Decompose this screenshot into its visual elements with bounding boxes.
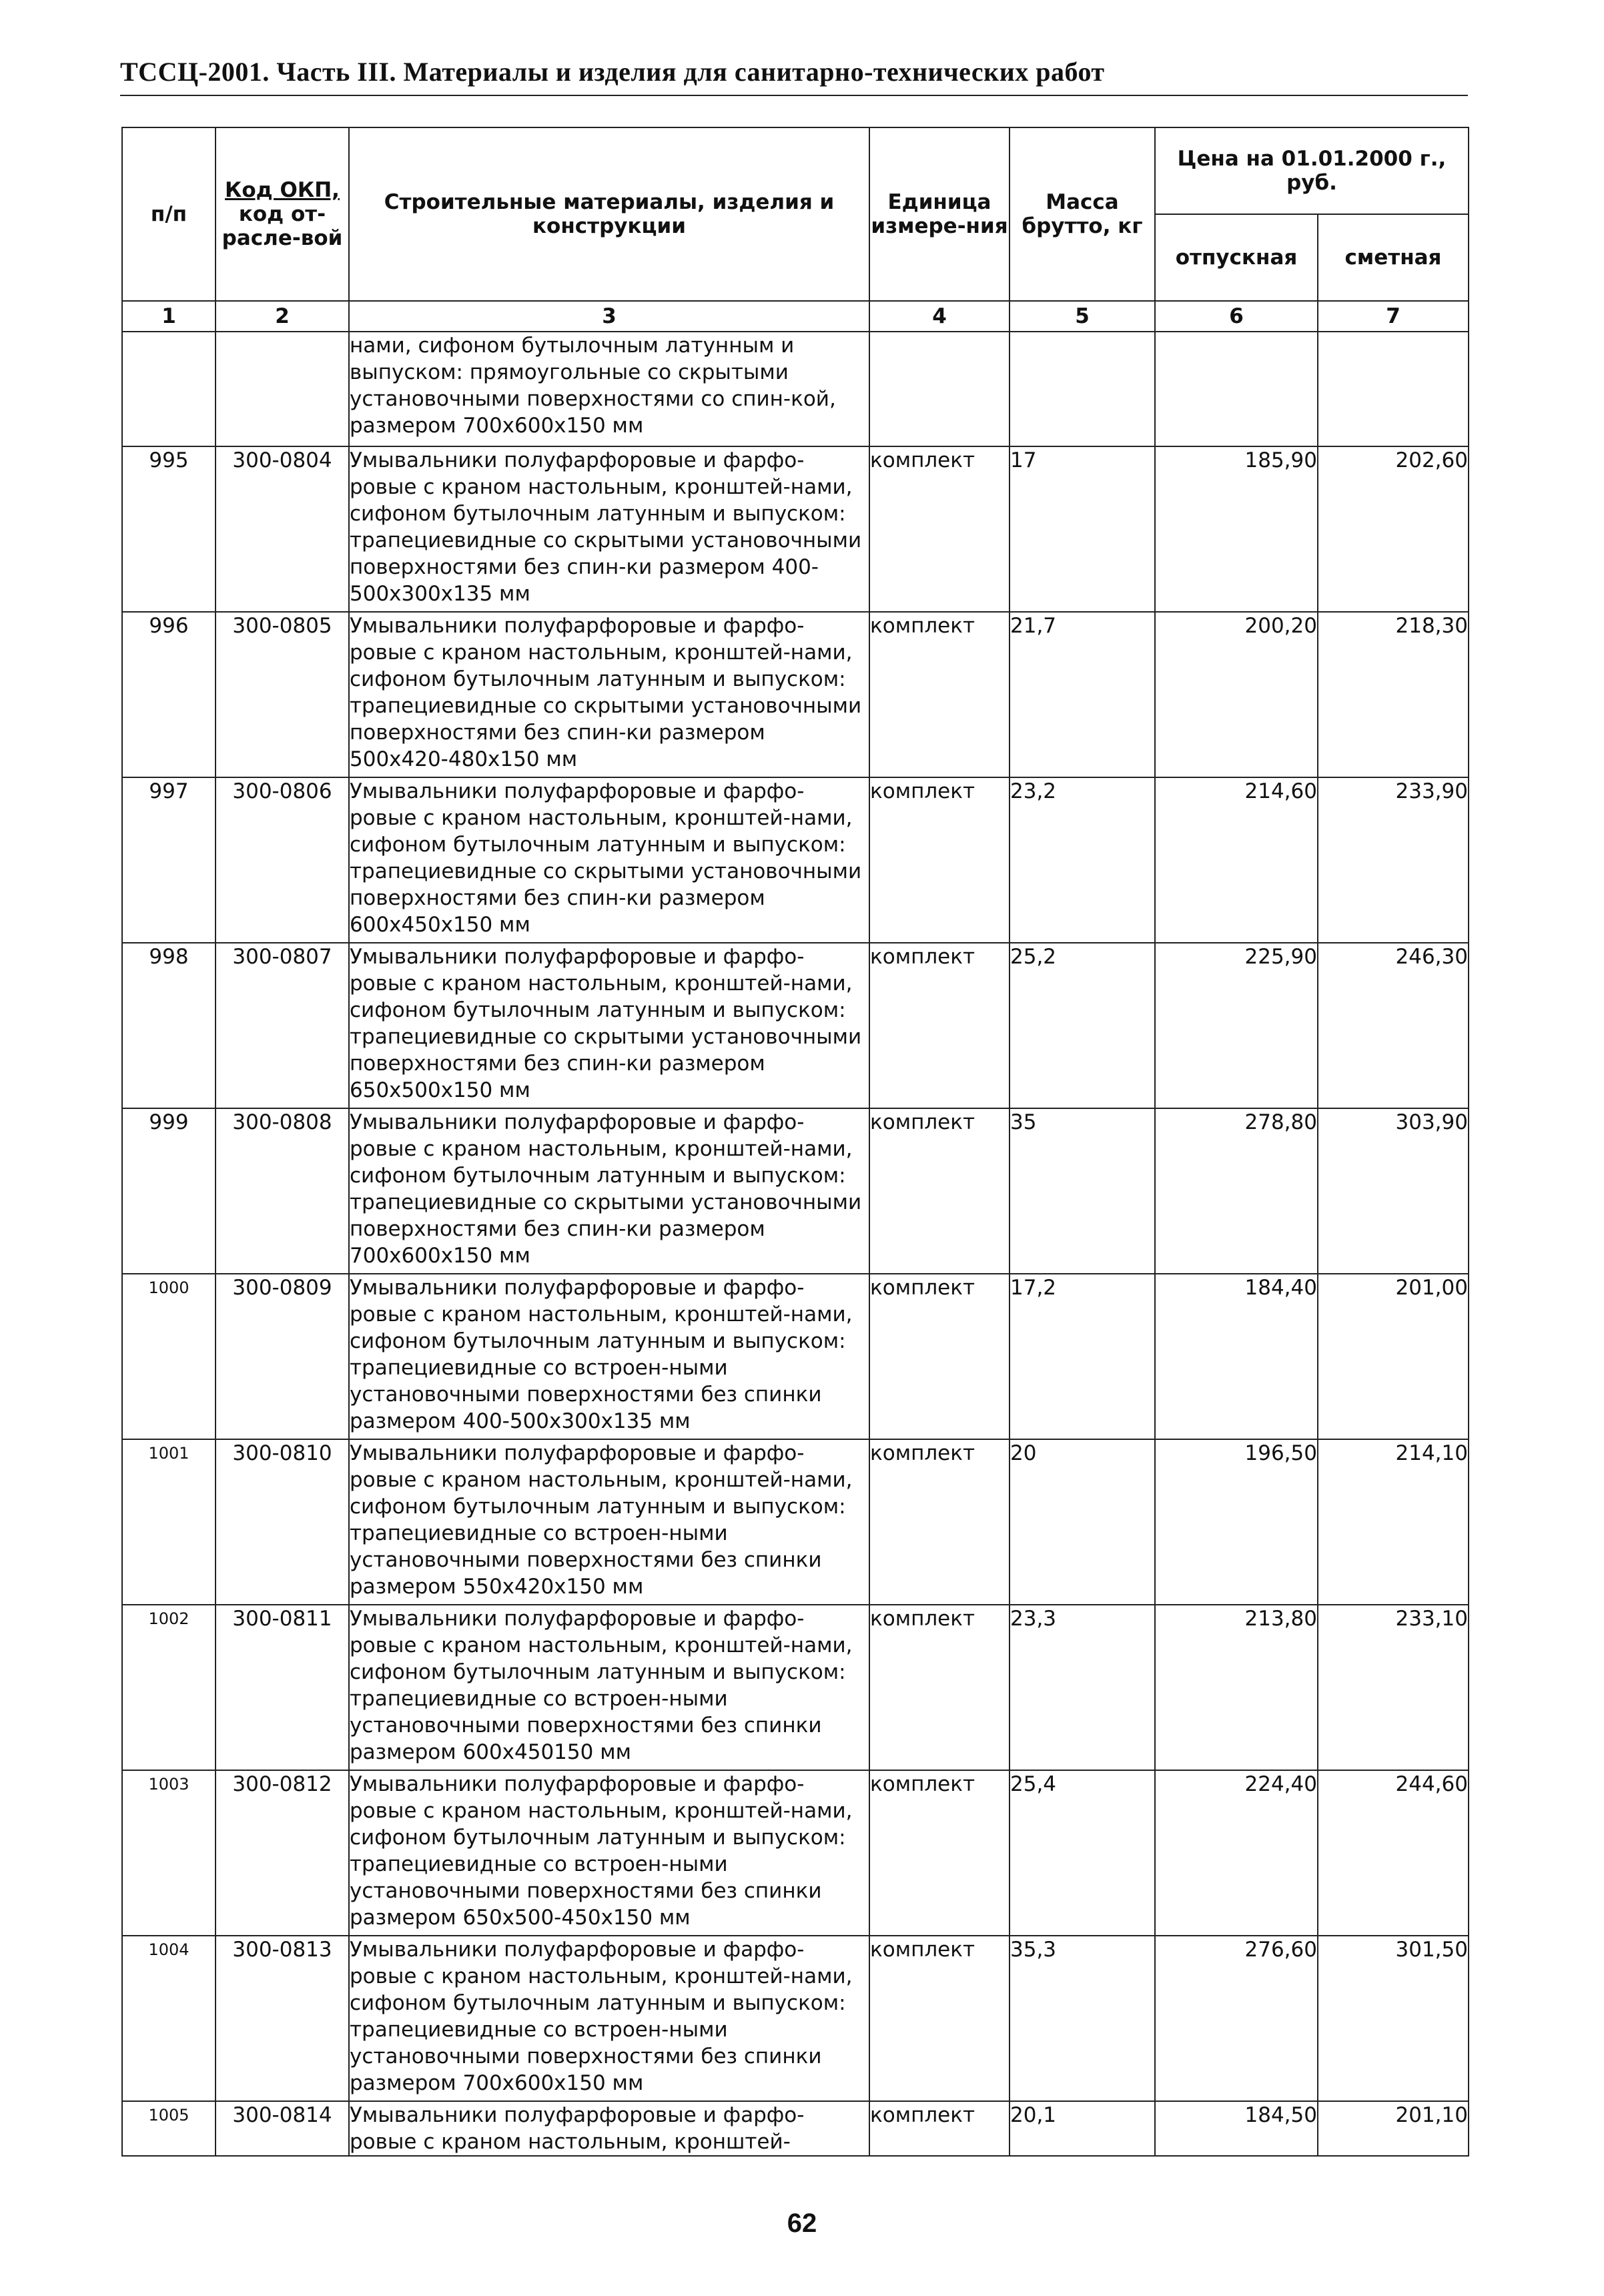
cell-num: 1005 bbox=[122, 2101, 216, 2156]
cell-code: 300-0813 bbox=[216, 1936, 349, 2101]
price-table bbox=[121, 127, 1469, 2157]
cell-unit: комплект bbox=[869, 612, 1010, 777]
cell-description: Умывальники полуфарфоровые и фарфо-ровые с краном настольным, кронштей-нами, сифоном бутылочным латунным и выпуском: трапециевидные со скрытыми установочными поверхностями без спин-ки размером 600x450x150 мм bbox=[349, 777, 869, 943]
cell-unit: комплект bbox=[869, 1108, 1010, 1274]
header-num: п/п bbox=[122, 127, 216, 301]
column-number: 4 bbox=[869, 301, 1010, 332]
cell-description: нами, сифоном бутылочным латунным и выпуском: прямоугольные со скрытыми установочными поверхностями со спин-кой, размером 700x600x150 мм bbox=[349, 332, 869, 446]
header-materials: Строительные материалы, изделия и конструкции bbox=[349, 127, 869, 301]
cell-price-release: 224,40 bbox=[1155, 1770, 1318, 1936]
table-row bbox=[122, 943, 1469, 1108]
cell-description: Умывальники полуфарфоровые и фарфо-ровые с краном настольным, кронштей-нами, сифоном бутылочным латунным и выпуском: трапециевидные со встроен-ными установочными поверхностями без спинки размером 700x600x150 мм bbox=[349, 1936, 869, 2101]
cell-unit: комплект bbox=[869, 1605, 1010, 1770]
cell-price-release: 214,60 bbox=[1155, 777, 1318, 943]
cell-unit: комплект bbox=[869, 943, 1010, 1108]
table-body bbox=[122, 301, 1469, 2156]
page-number: 62 bbox=[787, 2209, 817, 2238]
cell-unit: комплект bbox=[869, 446, 1010, 612]
cell-num: 997 bbox=[122, 777, 216, 943]
cell-description: Умывальники полуфарфоровые и фарфо-ровые с краном настольным, кронштей-нами, сифоном бутылочным латунным и выпуском: трапециевидные со встроен-ными установочными поверхностями без спинки размером 550x420x150 мм bbox=[349, 1439, 869, 1605]
cell-price-release: 196,50 bbox=[1155, 1439, 1318, 1605]
table-row bbox=[122, 1770, 1469, 1936]
cell-price-estimate: 244,60 bbox=[1318, 1770, 1469, 1936]
cell-mass: 35,3 bbox=[1010, 1936, 1155, 2101]
cell-code: 300-0808 bbox=[216, 1108, 349, 1274]
cell-description: Умывальники полуфарфоровые и фарфо-ровые с краном настольным, кронштей-нами, сифоном бутылочным латунным и выпуском: трапециевидные со скрытыми установочными поверхностями без спин-ки размером 400-500x300x135 мм bbox=[349, 446, 869, 612]
header-rule bbox=[120, 95, 1468, 96]
cell-price-estimate: 214,10 bbox=[1318, 1439, 1469, 1605]
cell-description: Умывальники полуфарфоровые и фарфо-ровые с краном настольным, кронштей- bbox=[349, 2101, 869, 2156]
cell-mass: 20,1 bbox=[1010, 2101, 1155, 2156]
column-number: 1 bbox=[122, 301, 216, 332]
cell-mass: 17 bbox=[1010, 446, 1155, 612]
table-row bbox=[122, 1605, 1469, 1770]
column-number: 2 bbox=[216, 301, 349, 332]
cell-price-release: 184,40 bbox=[1155, 1274, 1318, 1439]
header-price: Цена на 01.01.2000 г., руб. bbox=[1155, 127, 1469, 214]
cell-code: 300-0812 bbox=[216, 1770, 349, 1936]
cell-num: 1004 bbox=[122, 1936, 216, 2101]
cell-num: 999 bbox=[122, 1108, 216, 1274]
cell-price-estimate: 201,10 bbox=[1318, 2101, 1469, 2156]
cell-price-estimate: 301,50 bbox=[1318, 1936, 1469, 2101]
cell-mass: 17,2 bbox=[1010, 1274, 1155, 1439]
column-number: 3 bbox=[349, 301, 869, 332]
table-row bbox=[122, 1274, 1469, 1439]
cell-num bbox=[122, 332, 216, 446]
cell-mass: 23,3 bbox=[1010, 1605, 1155, 1770]
cell-num: 1001 bbox=[122, 1439, 216, 1605]
header-price-release: отпускная bbox=[1155, 214, 1318, 301]
cell-code: 300-0814 bbox=[216, 2101, 349, 2156]
cell-price-estimate: 246,30 bbox=[1318, 943, 1469, 1108]
cell-mass: 21,7 bbox=[1010, 612, 1155, 777]
cell-price-release: 185,90 bbox=[1155, 446, 1318, 612]
table-row-continuation bbox=[122, 332, 1469, 446]
cell-mass: 25,4 bbox=[1010, 1770, 1155, 1936]
cell-price-estimate: 303,90 bbox=[1318, 1108, 1469, 1274]
cell-num: 995 bbox=[122, 446, 216, 612]
cell-num: 1000 bbox=[122, 1274, 216, 1439]
cell-code bbox=[216, 332, 349, 446]
table-row bbox=[122, 1936, 1469, 2101]
cell-code: 300-0810 bbox=[216, 1439, 349, 1605]
cell-mass: 23,2 bbox=[1010, 777, 1155, 943]
cell-num: 998 bbox=[122, 943, 216, 1108]
header-unit: Единица измере-ния bbox=[869, 127, 1010, 301]
cell-price-release: 200,20 bbox=[1155, 612, 1318, 777]
cell-mass: 20 bbox=[1010, 1439, 1155, 1605]
column-number: 5 bbox=[1010, 301, 1155, 332]
cell-num: 1002 bbox=[122, 1605, 216, 1770]
cell-description: Умывальники полуфарфоровые и фарфо-ровые с краном настольным, кронштей-нами, сифоном бутылочным латунным и выпуском: трапециевидные со встроен-ными установочными поверхностями без спинки размером 650x500-450x150 мм bbox=[349, 1770, 869, 1936]
cell-price-estimate: 233,10 bbox=[1318, 1605, 1469, 1770]
cell-description: Умывальники полуфарфоровые и фарфо-ровые с краном настольным, кронштей-нами, сифоном бутылочным латунным и выпуском: трапециевидные со скрытыми установочными поверхностями без спин-ки размером 500x420-480x150 мм bbox=[349, 612, 869, 777]
header-price-estimate: сметная bbox=[1318, 214, 1469, 301]
cell-code: 300-0806 bbox=[216, 777, 349, 943]
cell-unit: комплект bbox=[869, 1274, 1010, 1439]
cell-price-estimate: 233,90 bbox=[1318, 777, 1469, 943]
cell-price-estimate bbox=[1318, 332, 1469, 446]
cell-price-estimate: 201,00 bbox=[1318, 1274, 1469, 1439]
cell-price-release: 225,90 bbox=[1155, 943, 1318, 1108]
cell-price-estimate: 218,30 bbox=[1318, 612, 1469, 777]
cell-price-release: 213,80 bbox=[1155, 1605, 1318, 1770]
cell-unit: комплект bbox=[869, 1936, 1010, 2101]
cell-price-release bbox=[1155, 332, 1318, 446]
header-okp-code bbox=[216, 127, 349, 301]
column-number: 7 bbox=[1318, 301, 1469, 332]
page-header-title: ТССЦ-2001. Часть III. Материалы и изделия для санитарно-технических работ bbox=[120, 57, 1105, 87]
table-row bbox=[122, 612, 1469, 777]
cell-unit: комплект bbox=[869, 1770, 1010, 1936]
cell-code: 300-0807 bbox=[216, 943, 349, 1108]
table-row bbox=[122, 446, 1469, 612]
header-okp-title: Код ОКП, bbox=[225, 178, 340, 202]
cell-mass: 35 bbox=[1010, 1108, 1155, 1274]
cell-unit: комплект bbox=[869, 777, 1010, 943]
cell-num: 1003 bbox=[122, 1770, 216, 1936]
cell-description: Умывальники полуфарфоровые и фарфо-ровые с краном настольным, кронштей-нами, сифоном бутылочным латунным и выпуском: трапециевидные со скрытыми установочными поверхностями без спин-ки размером 700x600x150 мм bbox=[349, 1108, 869, 1274]
cell-description: Умывальники полуфарфоровые и фарфо-ровые с краном настольным, кронштей-нами, сифоном бутылочным латунным и выпуском: трапециевидные со встроен-ными установочными поверхностями без спинки размером 400-500x300x135 мм bbox=[349, 1274, 869, 1439]
header-okp-rest: код от-расле-вой bbox=[222, 202, 343, 250]
cell-unit bbox=[869, 332, 1010, 446]
table-row bbox=[122, 1439, 1469, 1605]
cell-price-release: 276,60 bbox=[1155, 1936, 1318, 2101]
column-number: 6 bbox=[1155, 301, 1318, 332]
cell-description: Умывальники полуфарфоровые и фарфо-ровые с краном настольным, кронштей-нами, сифоном бутылочным латунным и выпуском: трапециевидные со скрытыми установочными поверхностями без спин-ки размером 650x500x150 мм bbox=[349, 943, 869, 1108]
cell-mass bbox=[1010, 332, 1155, 446]
cell-price-release: 184,50 bbox=[1155, 2101, 1318, 2156]
cell-unit: комплект bbox=[869, 1439, 1010, 1605]
cell-code: 300-0805 bbox=[216, 612, 349, 777]
cell-code: 300-0804 bbox=[216, 446, 349, 612]
table-row bbox=[122, 777, 1469, 943]
header-mass: Масса брутто, кг bbox=[1010, 127, 1155, 301]
cell-price-release: 278,80 bbox=[1155, 1108, 1318, 1274]
cell-code: 300-0811 bbox=[216, 1605, 349, 1770]
cell-unit: комплект bbox=[869, 2101, 1010, 2156]
cell-num: 996 bbox=[122, 612, 216, 777]
table-row bbox=[122, 2101, 1469, 2156]
table-row bbox=[122, 1108, 1469, 1274]
cell-mass: 25,2 bbox=[1010, 943, 1155, 1108]
cell-price-estimate: 202,60 bbox=[1318, 446, 1469, 612]
cell-description: Умывальники полуфарфоровые и фарфо-ровые с краном настольным, кронштей-нами, сифоном бутылочным латунным и выпуском: трапециевидные со встроен-ными установочными поверхностями без спинки размером 600x450150 мм bbox=[349, 1605, 869, 1770]
column-number-row bbox=[122, 301, 1469, 332]
cell-code: 300-0809 bbox=[216, 1274, 349, 1439]
